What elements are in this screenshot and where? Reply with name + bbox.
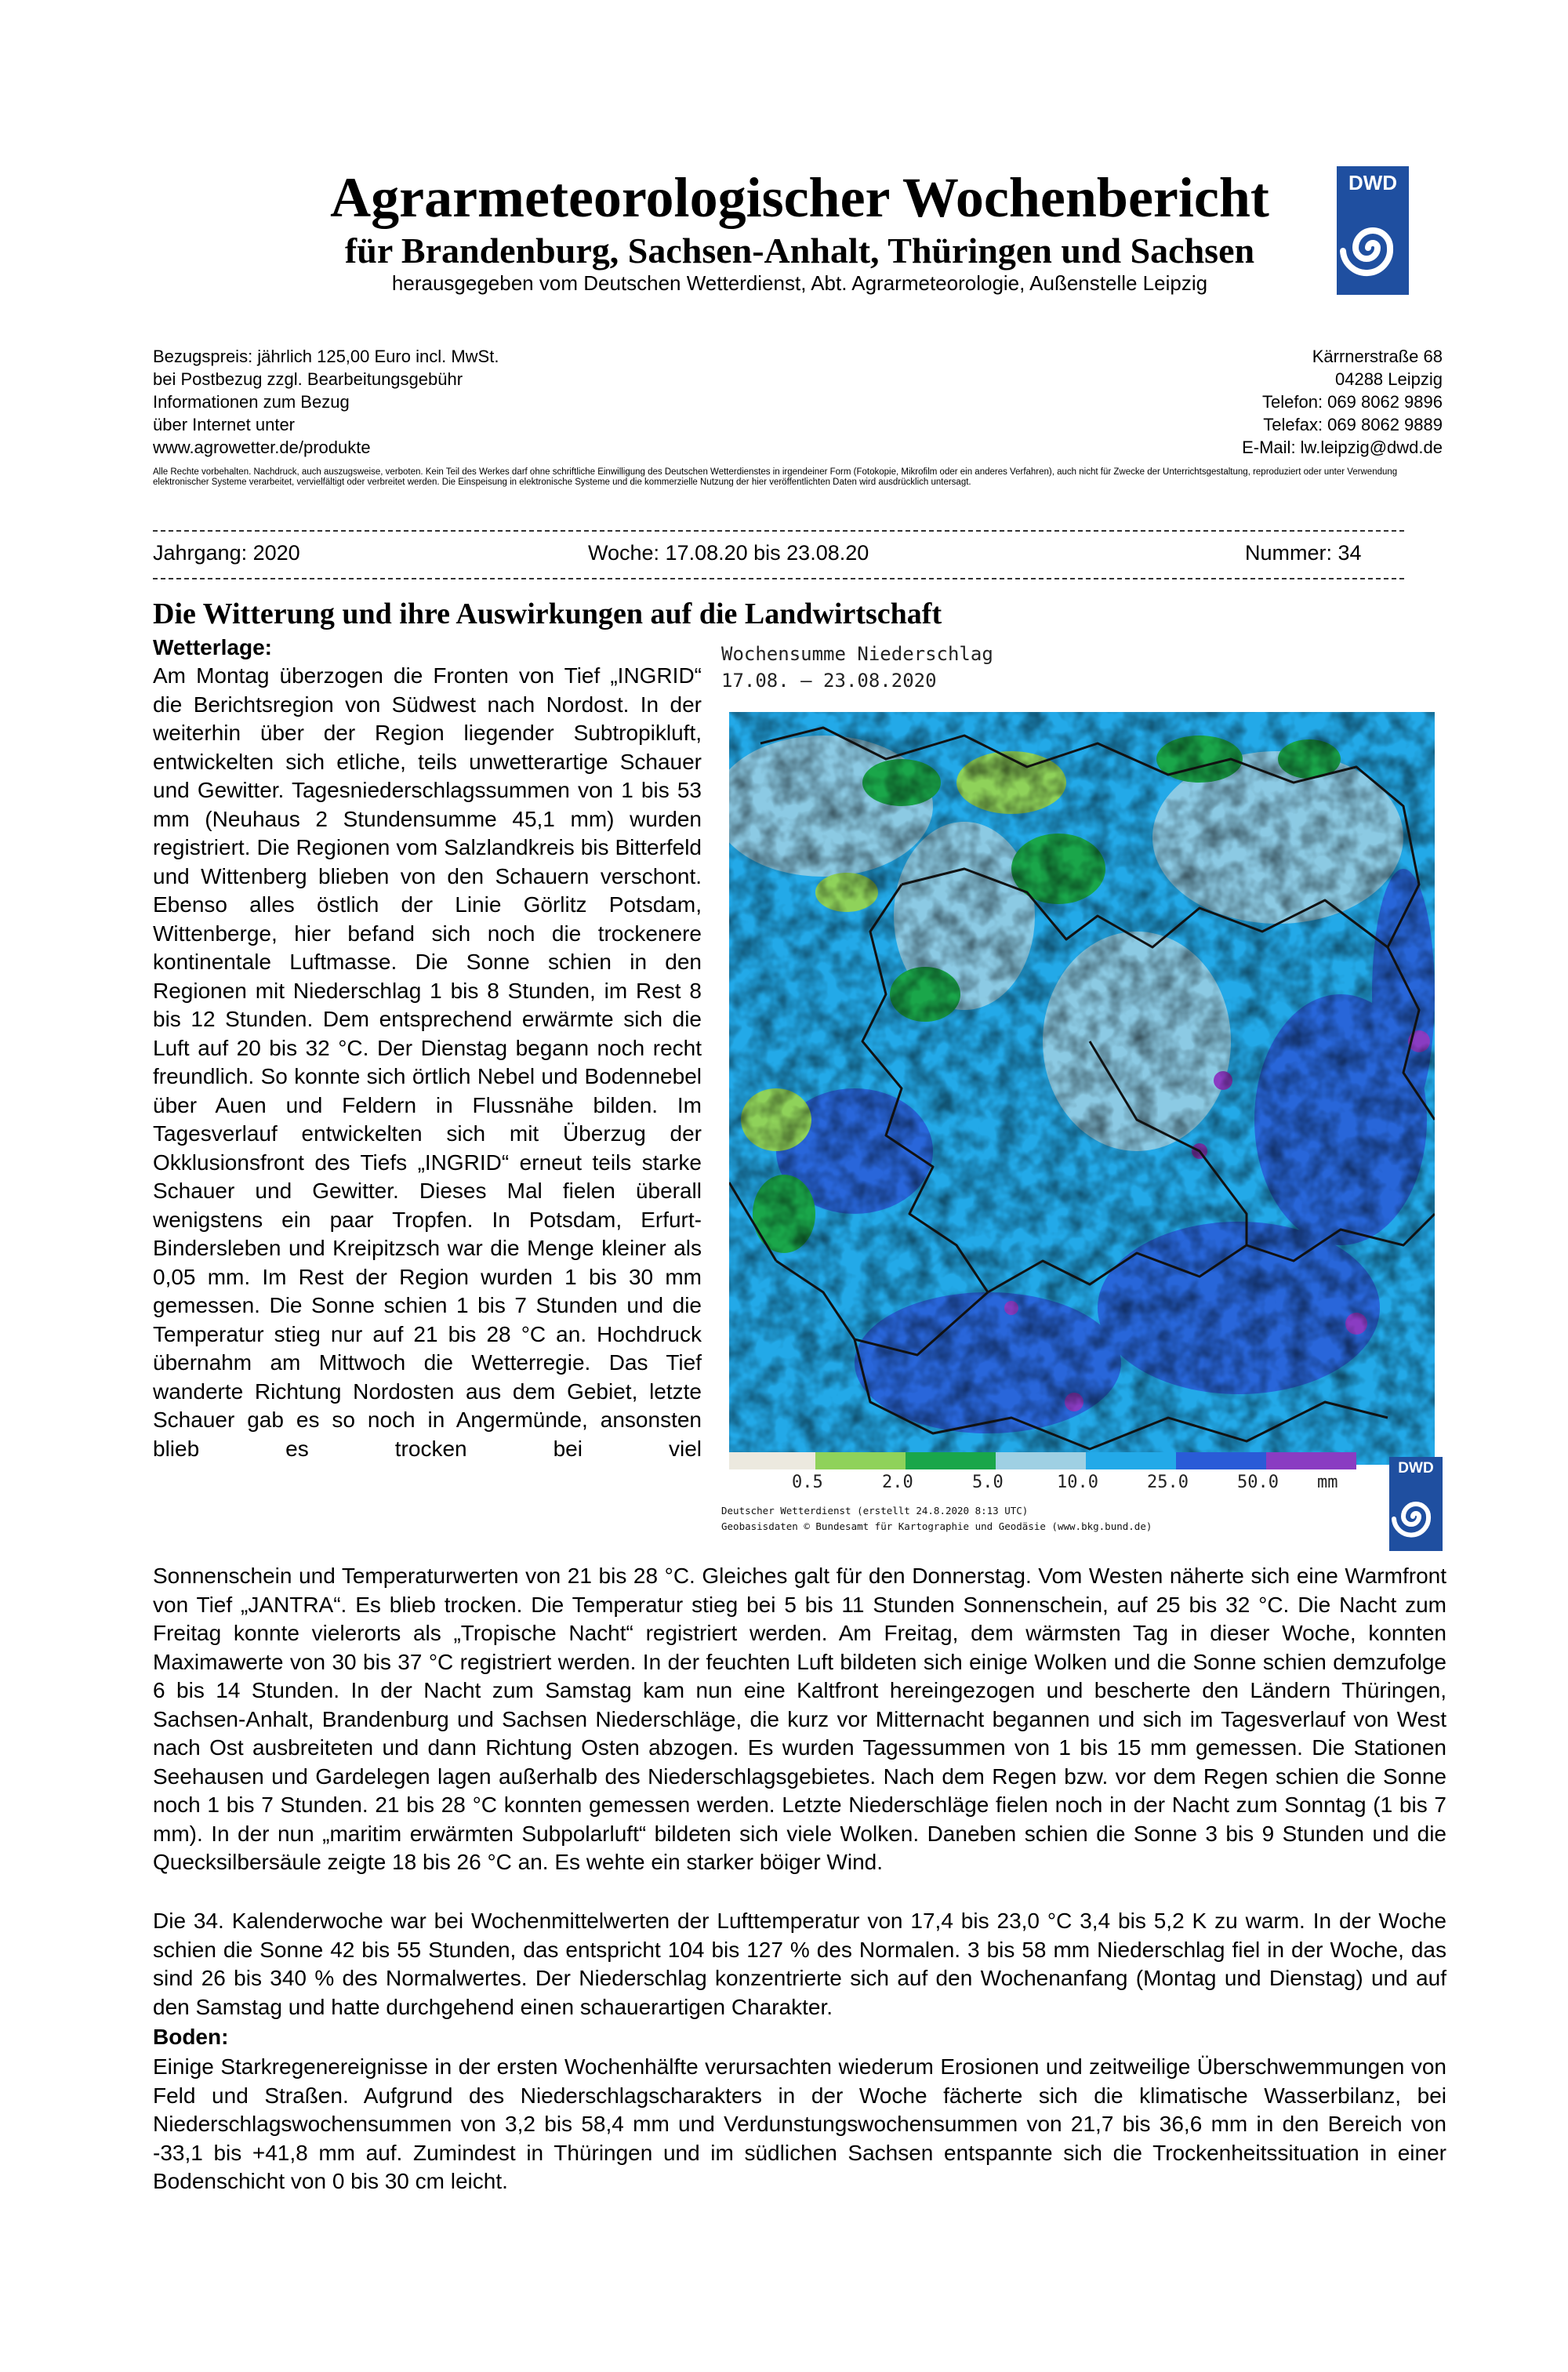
wetterlage-heading: Wetterlage:	[153, 635, 272, 659]
legend-swatch	[815, 1452, 906, 1469]
legend-label: 5.0	[972, 1473, 1004, 1492]
info-right-line: E-Mail: lw.leipzig@dwd.de	[1242, 438, 1443, 457]
nummer: Nummer: 34	[1245, 541, 1362, 565]
info-right-line: 04288 Leipzig	[1334, 369, 1443, 389]
legend-label: 0.5	[792, 1473, 823, 1492]
info-left-line: Bezugspreis: jährlich 125,00 Euro incl. MwSt.	[153, 347, 499, 366]
jahrgang: Jahrgang: 2020	[153, 541, 300, 565]
info-left-line: über Internet unter	[153, 415, 296, 434]
legend-swatch	[906, 1452, 996, 1469]
publisher-line: herausgegeben vom Deutschen Wetterdienst, Abt. Agrarmeteorologie, Außenstelle Leipzig	[391, 271, 1208, 295]
dwd-logo-text: DWD	[1348, 171, 1398, 194]
precipitation-map	[713, 641, 1450, 1553]
info-left-line: Informationen zum Bezug	[153, 392, 350, 412]
dwd-logo	[1337, 166, 1409, 295]
boden-heading: Boden:	[153, 2025, 229, 2049]
spiral-icon	[1337, 166, 1409, 295]
legend-unit: mm	[1317, 1473, 1338, 1492]
copyright-notice: Alle Rechte vorbehalten. Nachdruck, auch auszugsweise, verboten. Kein Teil des Werkes darf ohne schriftliche Einwilligung des Deutschen Wetterdienstes in irgendeiner Form (Fotokopie, Mikrofilm oder ein anderes Verfahren), auch nicht für Zwecke der Unterrichtsgestaltung, reproduziert oder unter Verwendung elektronischer Systeme verarbeitet, vervielfältigt oder verbreitet werden. Die Einspeisung in elektronische Systeme und die kommerzielle Nutzung der hier veröffentlichten Daten wird ausdrücklich untersagt.	[153, 467, 1398, 487]
info-right-line: Kärrnerstraße 68	[1312, 347, 1443, 366]
map-dwd-logo-text: DWD	[1398, 1460, 1434, 1477]
legend-label: 50.0	[1237, 1473, 1279, 1492]
map-dwd-logo	[1389, 1457, 1443, 1551]
legend-swatch	[1086, 1452, 1176, 1469]
subscription-info	[153, 345, 780, 459]
legend-swatch	[729, 1452, 815, 1469]
divider	[153, 530, 1404, 532]
spiral-icon	[1389, 1457, 1443, 1551]
legend-label: 10.0	[1057, 1473, 1098, 1492]
map-date-range: 17.08. – 23.08.2020	[721, 670, 937, 692]
wetterlage-continuation: Sonnenschein und Temperaturwerten von 21 bis 28 °C. Gleiches galt für den Donnerstag. Vom Westen näherte sich eine Warmfront von Tief „JANTRA“. Es blieb trocken. Die Temperatur stieg bei 5 bis 11 Stunden Sonnenschein, auf 25 bis 32 °C. Die Nacht zum Freitag konnte vielerorts als „Tropische Nacht“ registriert werden. Am Freitag, dem wärmsten Tag in dieser Woche, konnten Maximawerte von 30 bis 37 °C registriert werden. In der feuchten Luft bildeten sich einige Wolken und die Sonne schien demzufolge 6 bis 14 Stunden. In der Nacht zum Samstag kam nun eine Kaltfront hereingezogen und bescherte den Ländern Thüringen, Sachsen-Anhalt, Brandenburg und Sachsen Niederschläge, die kurz vor Mitternacht begannen und sich im Tagesverlauf von West nach Ost ausbreiteten und dann Richtung Osten abzogen. Es wurden Tagessummen von 1 bis 15 mm gemessen. Die Stationen Seehausen und Gardelegen lagen außerhalb des Niederschlagsgebietes. Nach dem Regen bzw. vor dem Regen schien die Sonne noch 1 bis 7 Stunden. 21 bis 28 °C konnten gemessen werden. Letzte Niederschläge fielen noch in der Nacht zum Sonntag (1 bis 7 mm). In der nun „maritim erwärmten Subpolarluft“ bildeten sich viele Wolken. Daneben schien die Sonne 3 bis 9 Stunden und die Quecksilbersäule zeigte 18 bis 26 °C an. Es wehte ein starker böiger Wind.	[153, 1564, 1446, 1874]
issue-meta	[153, 539, 1376, 570]
section-heading: Die Witterung und ihre Auswirkungen auf die Landwirtschaft	[153, 598, 942, 630]
wetterlage-column	[153, 634, 702, 1463]
info-right-line: Telefon: 069 8062 9896	[1262, 392, 1443, 412]
info-left-line: bei Postbezug zzgl. Bearbeitungsgebühr	[153, 369, 463, 389]
info-left-line: www.agrowetter.de/produkte	[153, 438, 371, 457]
kalenderwoche-paragraph: Die 34. Kalenderwoche war bei Wochenmittelwerten der Lufttemperatur von 17,4 bis 23,0 °C 3,4 bis 5,2 K zu warm. In der Woche schien die Sonne 42 bis 55 Stunden, das entspricht 104 bis 127 % des Normalen. 3 bis 58 mm Niederschlag fiel in der Woche, das sind 26 bis 340 % des Normalwertes. Der Niederschlag konzentrierte sich auf den Wochenanfang (Montag und Dienstag) und auf den Samstag und hatte durchgehend einen schauerartigen Charakter.	[153, 1909, 1446, 2019]
divider	[153, 578, 1404, 579]
legend-label: 25.0	[1147, 1473, 1189, 1492]
legend-swatch	[1266, 1452, 1356, 1469]
contact-info	[941, 345, 1443, 459]
map-title: Wochensumme Niederschlag	[721, 643, 993, 665]
map-legend	[729, 1449, 1372, 1473]
boden-paragraph: Einige Starkregenereignisse in der ersten Wochenhälfte verursachten wiederum Erosionen und zeitweilige Überschwemmungen von Feld und Straßen. Aufgrund des Niederschlagscharakters in der Woche fächerte sich die klimatische Wasserbilanz, bei Niederschlagswochensummen von 3,2 bis 58,4 mm und Verdunstungswochensummen von 21,7 bis 36,6 mm in den Bereich von -33,1 bis +41,8 mm auf. Zumindest in Thüringen und im südlichen Sachsen entspannte sich die Trockenheitssituation in einer Bodenschicht von 0 bis 30 cm leicht.	[153, 2054, 1446, 2193]
legend-swatch	[1176, 1452, 1266, 1469]
map-credit: Deutscher Wetterdienst (erstellt 24.8.2020 8:13 UTC)	[721, 1505, 1029, 1517]
legend-label: 2.0	[882, 1473, 913, 1492]
info-right-line: Telefax: 069 8062 9889	[1263, 415, 1443, 434]
report-title: Agrarmeteorologischer Wochenbericht	[330, 166, 1269, 229]
legend-swatch	[996, 1452, 1086, 1469]
report-subtitle: für Brandenburg, Sachsen-Anhalt, Thüringen und Sachsen	[344, 231, 1255, 271]
woche: Woche: 17.08.20 bis 23.08.20	[588, 541, 869, 565]
map-geodata-credit: Geobasisdaten © Bundesamt für Kartographie und Geodäsie (www.bkg.bund.de)	[721, 1520, 1152, 1532]
precipitation-map-image	[729, 712, 1435, 1465]
wetterlage-paragraph: Am Montag überzogen die Fronten von Tief „INGRID“ die Berichtsregion von Südwest nach Nordost. In der weiterhin über der Region liegender Subtropikluft, entwickelten sich etliche, teils unwetterartige Schauer und Gewitter. Tagesniederschlagssummen von 1 bis 53 mm (Neuhaus 2 Stundensumme 45,1 mm) wurden registriert. Die Regionen vom Salzlandkreis bis Bitterfeld und Wittenberg blieben von den Schauern verschont. Ebenso alles östlich der Linie Görlitz Potsdam, Wittenberge, hier befand sich noch die trockenere kontinentale Luftmasse. Die Sonne schien in den Regionen mit Niederschlag 1 bis 8 Stunden, im Rest 8 bis 12 Stunden. Dem entsprechend erwärmte sich die Luft auf 20 bis 32 °C. Der Dienstag begann noch recht freundlich. So konnte sich örtlich Nebel und Bodennebel über Auen und Feldern in Flussnähe bilden. Im Tagesverlauf entwickelten sich mit Überzug der Okklusionsfront des Tiefs „INGRID“ erneut teils starke Schauer und Gewitter. Dieses Mal fielen überall wenigstens ein paar Tropfen. In Potsdam, Erfurt-Bindersleben und Kreipitzsch war die Menge kleiner als 0,05 mm. Im Rest der Region wurden 1 bis 30 mm gemessen. Die Sonne schien 1 bis 7 Stunden und die Temperatur stieg nur auf 21 bis 28 °C an. Hochdruck übernahm am Mittwoch die Wetterregie. Das Tief wanderte Richtung Nordosten aus dem Gebiet, letzte Schauer gab es so noch in Angermünde, ansonsten blieb es trocken bei viel	[153, 663, 702, 1461]
